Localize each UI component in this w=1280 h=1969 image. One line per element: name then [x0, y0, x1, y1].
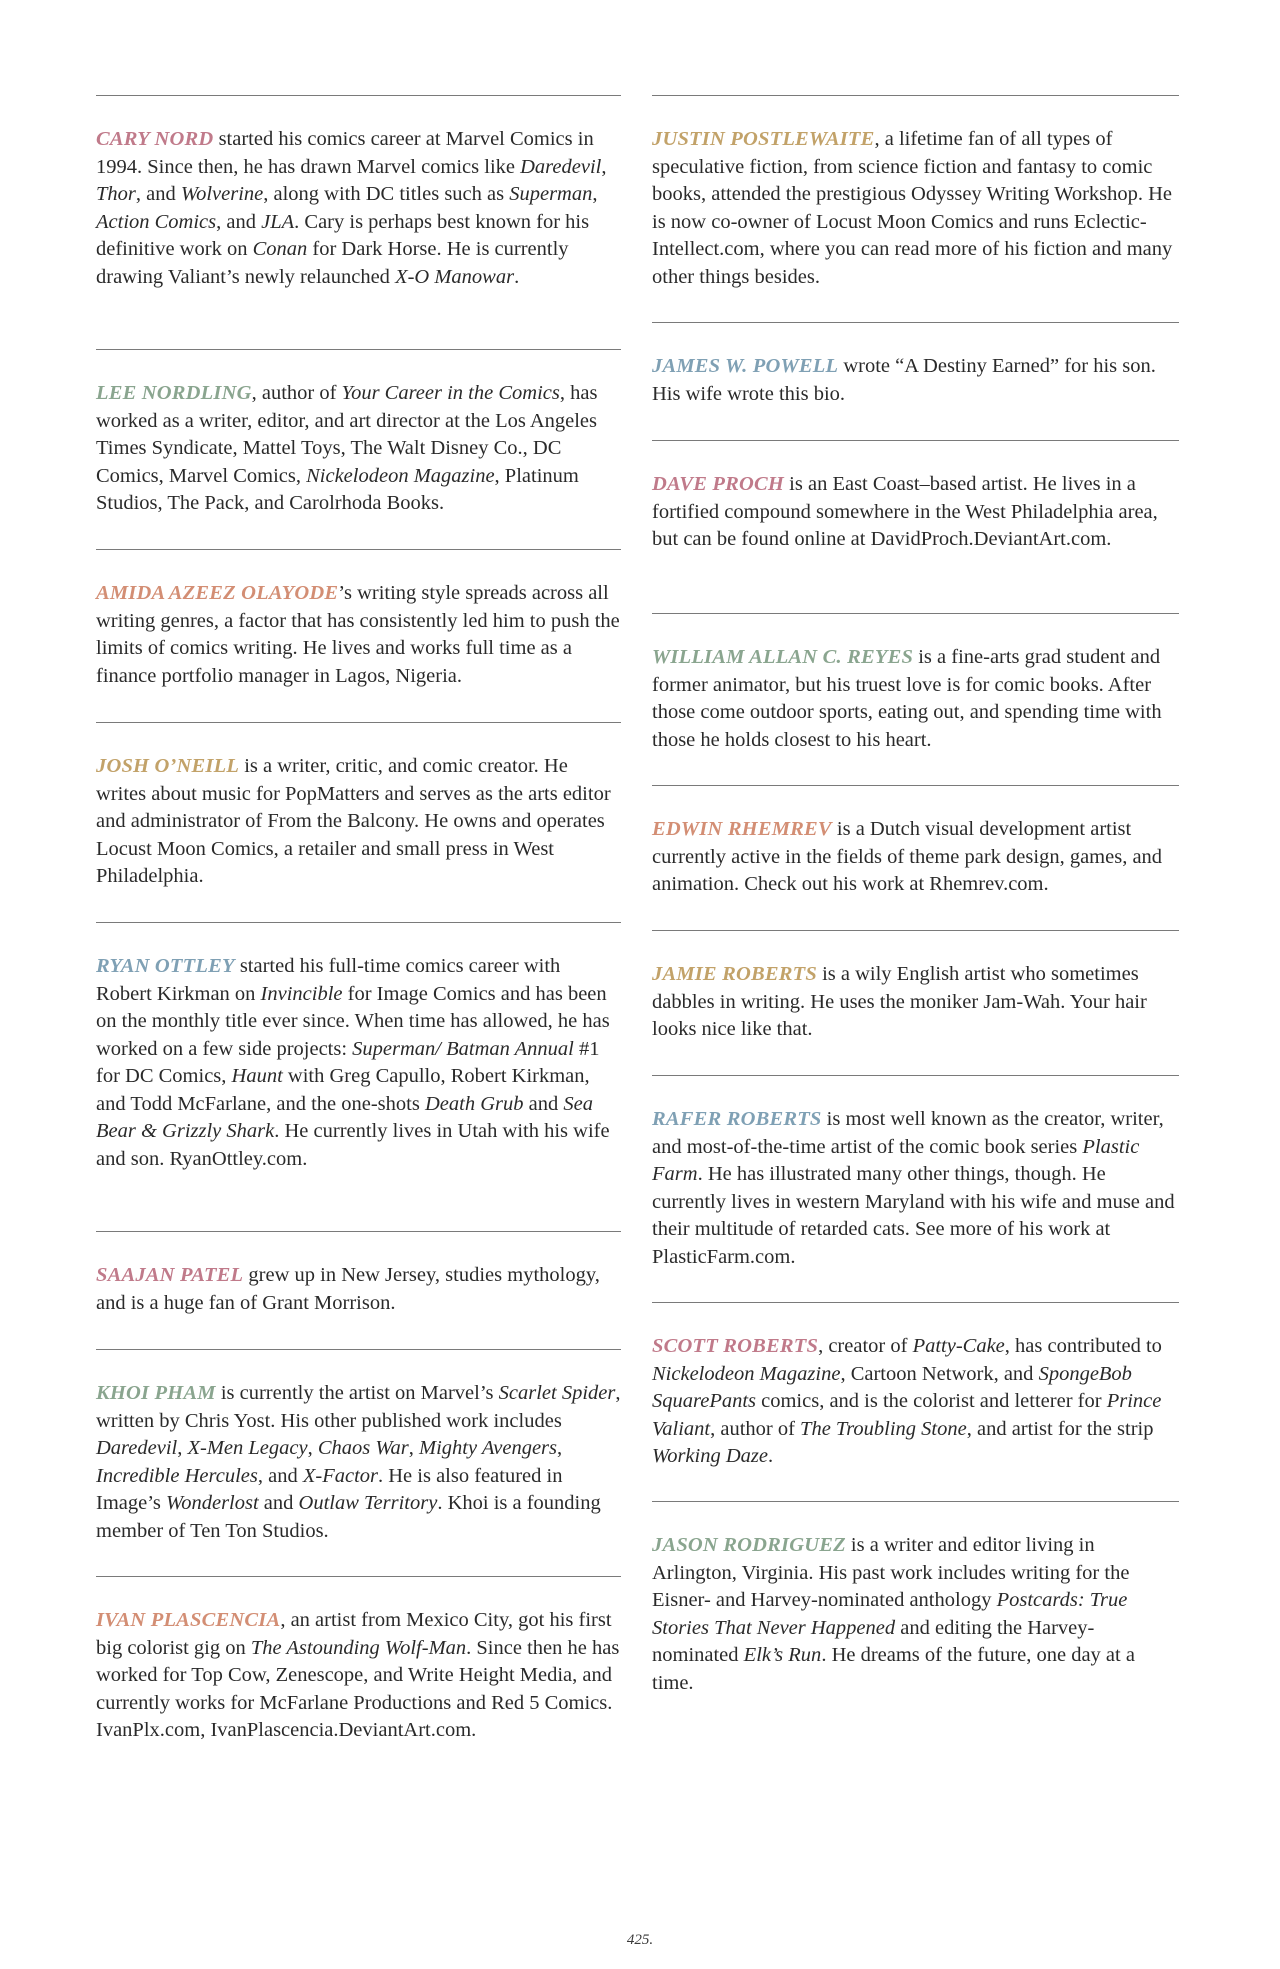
bio-text	[652, 323, 1179, 408]
bio-ryan-ottley	[96, 922, 621, 1231]
bio-segment: ,	[592, 183, 598, 205]
italic-title: X-Men Legacy	[187, 1437, 308, 1459]
italic-title: Postcards: True Stories That Never Happened	[652, 1589, 1128, 1639]
bio-ivan-plascencia	[96, 1576, 621, 1745]
bio-segment: is a fine-arts grad student and former animator, but his truest love is for comic books. After those come outdoor sports, eating out, and spending time with those he holds closest to his heart.	[652, 646, 1162, 751]
bio-segment: , along with DC titles such as	[263, 183, 510, 205]
bio-justin-postlewaite	[652, 95, 1179, 322]
bio-dave-proch	[652, 440, 1179, 613]
bio-josh-oneill	[96, 722, 621, 922]
contributor-name: KHOI PHAM	[96, 1382, 216, 1404]
contributor-name: IVAN PLASCENCIA	[96, 1609, 281, 1631]
bio-text	[96, 723, 621, 891]
bio-scott-roberts	[652, 1302, 1179, 1501]
bio-text	[96, 96, 621, 291]
bio-segment: wrote “A Destiny Earned” for his son. His wife wrote this bio.	[652, 355, 1156, 405]
bio-segment: , has worked as a writer, editor, and art director at the Los Angeles Times Syndicate, Mattel Toys, The Walt Disney Co., DC Comics, Marvel Comics,	[96, 382, 598, 487]
bio-segment: .	[514, 265, 520, 288]
italic-title: Conan	[252, 238, 308, 260]
bio-segment: , author of	[251, 382, 342, 404]
bio-segment: ,	[177, 1437, 188, 1459]
contributor-name: CARY NORD	[96, 128, 214, 150]
italic-title: Invincible	[260, 982, 343, 1005]
bio-segment: for Dark Horse. He is currently drawing Valiant’s newly relaunched	[96, 238, 569, 288]
contributor-name: DAVE PROCH	[652, 473, 785, 495]
bio-segment: ’s writing style spreads across all writing genres, a factor that has consistently led him to push the limits of comics writing. He lives and works full time as a finance portfolio manager in Lagos, Nigeria.	[96, 582, 620, 687]
bio-text	[652, 931, 1179, 1044]
bio-segment: is a Dutch visual development artist currently active in the fields of theme park design, games, and animation. Check out his work at Rhemrev.com.	[652, 818, 1163, 895]
bio-text	[96, 1232, 621, 1317]
page-number: 425.	[626, 1932, 654, 1948]
bio-segment: grew up in New Jersey, studies mythology, and is a huge fan of Grant Morrison.	[96, 1264, 600, 1314]
contributor-name: JASON RODRIGUEZ	[652, 1534, 846, 1556]
bio-segment: for Image Comics and has been on the monthly title ever since. When time has allowed, he has worked on a few side projects:	[96, 982, 610, 1060]
bio-segment: is currently the artist on Marvel’s	[215, 1382, 499, 1404]
italic-title: Wolverine	[180, 183, 264, 205]
bio-segment: , and	[257, 1464, 303, 1487]
contributor-name: AMIDA AZEEZ OLAYODE	[96, 582, 339, 604]
bio-segment: with Greg Capullo, Robert Kirkman, and Todd McFarlane, and the one-shots	[96, 1065, 590, 1115]
bio-segment: . Khoi is a founding member of Ten Ton Studios.	[96, 1492, 601, 1542]
bio-segment: . He dreams of the future, one day at a time.	[652, 1644, 1135, 1694]
contributor-name: WILLIAM ALLAN C. REYES	[652, 646, 914, 668]
bio-text	[96, 1350, 621, 1545]
italic-title: Elk’s Run	[743, 1644, 822, 1666]
italic-title: Prince Valiant	[652, 1390, 1162, 1440]
italic-title: Sea Bear & Grizzly Shark	[96, 1092, 593, 1142]
italic-title: Haunt	[231, 1065, 283, 1087]
bio-segment: . He has illustrated many other things, though. He currently lives in western Maryland with his wife and muse and their multitude of retarded cats. See more of his work at PlasticFarm.com.	[652, 1163, 1175, 1268]
bio-segment: . He is also featured in Image’s	[96, 1464, 563, 1514]
bio-segment: . Since then he has worked for Top Cow, Zenescope, and Write Height Media, and currently works for McFarlane Productions and Red 5 Comics. IvanPlx.com, IvanPlascencia.DeviantArt.com.	[96, 1636, 620, 1741]
bio-khoi-pham	[96, 1349, 621, 1576]
bio-text	[96, 1577, 621, 1745]
italic-title: X-O Manowar	[395, 265, 515, 288]
italic-title: Patty-Cake	[912, 1335, 1005, 1357]
contributor-name: LEE NORDLING	[96, 382, 252, 404]
bio-segment: , creator of	[818, 1335, 913, 1357]
bio-segment: started his full-time comics career with Robert Kirkman on	[96, 955, 561, 1005]
italic-title: Wonderlost	[166, 1492, 259, 1514]
bio-segment: is most well known as the creator, writer, and most-of-the-time artist of the comic book series	[652, 1108, 1164, 1158]
bio-text	[96, 350, 621, 518]
bio-segment: . He currently lives in Utah with his wife and son. RyanOttley.com.	[96, 1120, 610, 1170]
bio-segment: is a wily English artist who sometimes dabbles in writing. He uses the moniker Jam-Wah. Your hair looks nice like that.	[652, 963, 1147, 1040]
italic-title: Your Career in the Comics	[341, 382, 560, 404]
bio-segment: and	[523, 1092, 564, 1115]
bio-text	[652, 1303, 1179, 1471]
contributor-name: JUSTIN POSTLEWAITE	[652, 128, 875, 150]
italic-title: Nickelodeon Magazine	[306, 464, 495, 487]
bio-segment: , Platinum Studios, The Pack, and Carolrhoda Books.	[96, 464, 579, 514]
bio-segment: , and artist for the strip	[966, 1417, 1154, 1440]
right-column	[652, 95, 1179, 1697]
italic-title: The Astounding Wolf-Man	[250, 1636, 467, 1659]
bio-segment: , Cartoon Network, and	[840, 1362, 1039, 1385]
italic-title: X-Factor	[302, 1464, 378, 1487]
bio-segment: ,	[601, 155, 607, 178]
bio-segment: ,	[408, 1437, 420, 1459]
bio-segment: , written by Chris Yost. His other published work includes	[96, 1382, 621, 1432]
bio-segment: ,	[557, 1437, 563, 1459]
italic-title: Daredevil	[96, 1437, 178, 1459]
left-column	[96, 95, 621, 1745]
contributor-name: EDWIN RHEMREV	[652, 818, 832, 840]
italic-title: Outlaw Territory	[298, 1492, 438, 1514]
bio-segment: , and	[216, 210, 262, 233]
contributor-name: SCOTT ROBERTS	[652, 1335, 819, 1357]
bio-jason-rodriguez	[652, 1501, 1179, 1697]
bio-segment: , a lifetime fan of all types of speculative fiction, from science fiction and fantasy to comic books, attended the prestigious Odyssey Writing Workshop. He is now co-owner of Locust Moon Comics and runs Eclectic-Intellect.com, where you can read more of his fiction and many other things besides.	[652, 128, 1173, 288]
bio-text	[652, 786, 1179, 899]
italic-title: Superman/ Batman Annual	[352, 1037, 574, 1060]
bio-segment: , has contributed to	[1004, 1335, 1162, 1357]
italic-title: Action Comics	[96, 210, 217, 233]
bio-segment: is an East Coast–based artist. He lives in a fortified compound somewhere in the West Philadelphia area, but can be found online at DavidProch.DeviantArt.com.	[652, 473, 1158, 550]
italic-title: Chaos War	[317, 1437, 409, 1459]
bio-segment: , an artist from Mexico City, got his first big colorist gig on	[96, 1609, 612, 1659]
bio-rafer-roberts	[652, 1075, 1179, 1302]
italic-title: Mighty Avengers	[419, 1437, 557, 1459]
contributor-name: RAFER ROBERTS	[652, 1108, 822, 1130]
bio-segment: #1 for DC Comics,	[96, 1037, 600, 1087]
italic-title: SpongeBob SquarePants	[652, 1362, 1132, 1412]
bio-text	[652, 441, 1179, 554]
italic-title: Plastic Farm	[652, 1135, 1140, 1185]
contributor-name: JAMES W. POWELL	[652, 355, 839, 377]
bio-segment: comics, and is the colorist and letterer for	[756, 1390, 1107, 1412]
italic-title: Death Grub	[424, 1092, 524, 1115]
italic-title: JLA	[261, 210, 295, 233]
italic-title: Working Daze	[652, 1445, 768, 1467]
bio-text	[652, 1076, 1179, 1271]
italic-title: Thor	[96, 183, 136, 205]
italic-title: The Troubling Stone	[800, 1417, 967, 1440]
bio-segment: . Cary is perhaps best known for his definitive work on	[96, 210, 590, 260]
bio-segment: and editing the Harvey-nominated	[652, 1616, 1095, 1666]
bio-text	[652, 96, 1179, 291]
bio-edwin-rhemrev	[652, 785, 1179, 930]
italic-title: Nickelodeon Magazine	[652, 1362, 841, 1385]
bio-segment: , and	[135, 183, 181, 205]
contributor-name: SAAJAN PATEL	[96, 1264, 244, 1286]
bio-segment: started his comics career at Marvel Comics in 1994. Since then, he has drawn Marvel comics like	[96, 128, 594, 178]
italic-title: Scarlet Spider	[498, 1382, 616, 1404]
bio-text	[652, 1502, 1179, 1697]
bio-saajan-patel	[96, 1231, 621, 1349]
bio-amida-azeez-olayode	[96, 549, 621, 722]
bio-segment: and	[258, 1492, 299, 1514]
bio-cary-nord	[96, 95, 621, 349]
bio-segment: .	[767, 1445, 774, 1467]
bio-segment: ,	[307, 1437, 318, 1459]
bio-segment: , author of	[710, 1417, 801, 1440]
bio-jamie-roberts	[652, 930, 1179, 1075]
bio-william-allan-c-reyes	[652, 613, 1179, 785]
bio-text	[96, 923, 621, 1173]
bio-lee-nordling	[96, 349, 621, 549]
italic-title: Superman	[509, 183, 593, 205]
bio-james-w-powell	[652, 322, 1179, 440]
italic-title: Daredevil	[520, 155, 602, 178]
bio-segment: is a writer, critic, and comic creator. He writes about music for PopMatters and serves as the arts editor and administrator of From the Balcony. He owns and operates Locust Moon Comics, a retailer and small press in West Philadelphia.	[96, 755, 611, 887]
bio-segment: is a writer and editor living in Arlington, Virginia. His past work includes writing for the Eisner- and Harvey-nominated anthology	[652, 1534, 1130, 1611]
contributor-name: JOSH O’NEILL	[96, 755, 240, 777]
bio-text	[652, 614, 1179, 754]
italic-title: Incredible Hercules	[96, 1464, 258, 1487]
contributor-name: RYAN OTTLEY	[96, 955, 235, 977]
contributor-name: JAMIE ROBERTS	[652, 963, 817, 985]
bio-text	[96, 550, 621, 690]
